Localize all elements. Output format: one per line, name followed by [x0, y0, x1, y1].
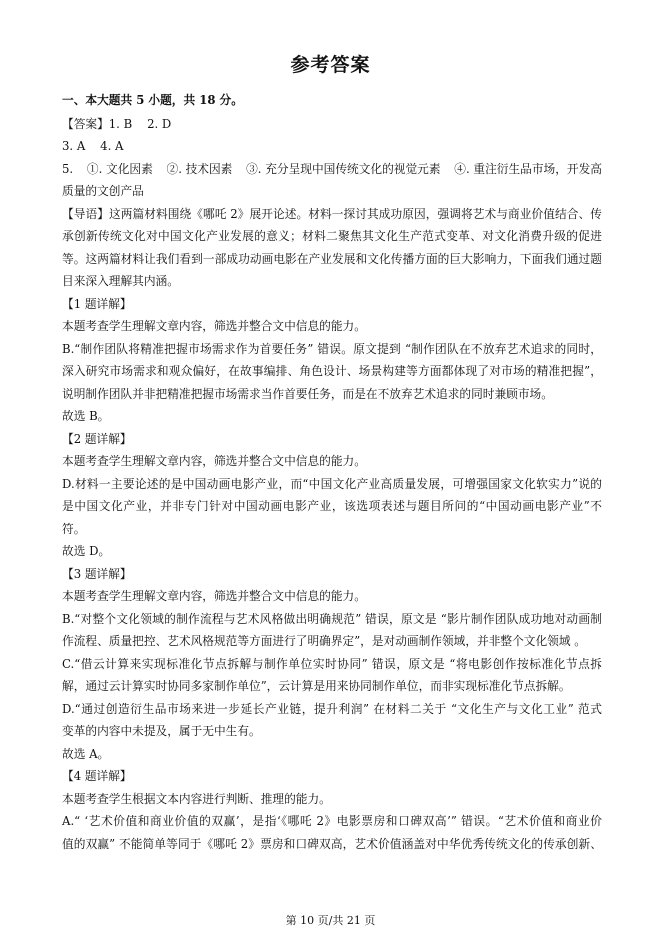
detail-2-conclusion: 故选 D。	[62, 544, 111, 558]
page-footer: 第 10 页/共 21 页	[285, 914, 376, 927]
detail-1-line: 本题考查学生理解文章内容，筛选并整合文中信息的能力。	[62, 319, 366, 333]
detail-1-line: B.“制作团队将精准把握市场需求作为首要任务” 错误。原文提到 “制作团队在不放弃艺术追求的同时，	[62, 341, 602, 356]
answer-line: 【答案】1. B 2. D	[62, 116, 172, 131]
detail-3-line: B.“对整个文化领域的制作流程与艺术风格做出明确规范” 错误，原文是 “影片制作团队成功地对动画制	[62, 611, 602, 626]
detail-1-conclusion: 故选 B。	[62, 409, 110, 423]
guide-line: 【导语】这两篇材料围绕《哪吒 2》展开论述。材料一探讨其成功原因，强调将艺术与商业价值结合、传	[62, 206, 602, 221]
q5-continuation: 质量的文创产品	[62, 184, 144, 198]
detail-2-line: 符。	[62, 521, 86, 536]
section-heading: 一、本大题共 5 小题，共 18 分。	[62, 92, 243, 107]
detail-4-line: 值的双赢” 不能简单等同于《哪吒 2》票房和口碑双高，艺术价值涵盖对中华优秀传统文化的传承创新、	[62, 836, 602, 851]
q5-item: ④. 重注衍生品市场，开发高	[454, 161, 602, 176]
detail-3-line: 作流程、质量把控、艺术风格规范等方面进行了明确界定”，是对动画制作领域，并非整个文化领域 。	[62, 634, 586, 648]
detail-3-line: 本题考查学生理解文章内容，筛选并整合文中信息的能力。	[62, 589, 366, 603]
detail-4-line: 本题考查学生根据文本内容进行判断、推理的能力。	[62, 791, 331, 806]
detail-3-line: 变革的内容中未提及，属于无中生有。	[62, 724, 261, 738]
detail-2-line: 本题考查学生理解文章内容，筛选并整合文中信息的能力。	[62, 454, 366, 468]
detail-4-heading: 【4 题详解】	[62, 769, 132, 783]
q5-item: ②. 技术因素	[166, 161, 233, 176]
detail-1-line: 深入研究市场需求和观众偏好，在故事编排、角色设计、场景构建等方面都体现了对市场的精准把握”，	[62, 364, 602, 378]
answer-content	[62, 88, 602, 856]
answer-q5-line	[62, 158, 602, 181]
q5-item: ①. 文化因素	[86, 161, 153, 176]
detail-3-conclusion: 故选 A。	[62, 746, 110, 761]
page-title: 参考答案	[290, 54, 371, 76]
q5-number: 5.	[62, 161, 74, 176]
detail-1-heading: 【1 题详解】	[62, 296, 132, 311]
detail-4-line: A.“ ‘艺术价值和商业价值的双赢’，是指‘《哪吒 2》电影票房和口碑双高’” 错误。“艺术价值和商业价	[62, 814, 602, 828]
guide-line: 承创新传统文化对中国文化产业发展的意义；材料二聚焦其文化生产范式变革、对文化消费升级的促进	[62, 229, 602, 243]
guide-line: 目来深入理解其内涵。	[62, 274, 179, 288]
detail-3-line: 解，通过云计算实时协同多家制作单位”，云计算是用来协同制作单位，而非实现标准化节点拆解。	[62, 679, 571, 693]
q5-item: ③. 充分呈现中国传统文化的视觉元素	[246, 161, 441, 176]
detail-2-line: D.材料一主要论述的是中国动画电影产业，而“中国文化产业高质量发展，可增强国家文化软实力”说的	[62, 476, 602, 491]
guide-line: 等。这两篇材料让我们看到一部成功动画电影在产业发展和文化传播方面的巨大影响力，下面我们通过题	[62, 251, 602, 266]
detail-3-heading: 【3 题详解】	[62, 566, 132, 581]
detail-1-line: 说明制作团队并非把精准把握市场需求当作首要任务，而是在不放弃艺术追求的同时兼顾市场。	[62, 386, 553, 401]
answer-line: 3. A 4. A	[62, 139, 124, 153]
detail-2-heading: 【2 题详解】	[62, 431, 132, 446]
detail-3-line: C.“借云计算来实现标准化节点拆解与制作单位实时协同” 错误，原文是 “将电影创作按标准化节点拆	[62, 656, 602, 671]
detail-2-line: 是中国文化产业，并非专门针对中国动画电影产业，该选项表述与题目所问的“中国动画电影产业”不	[62, 499, 602, 513]
detail-3-line: D.“通过创造衍生品市场来进一步延长产业链，提升利润” 在材料二关于 “文化生产与文化工业” 范式	[62, 701, 602, 716]
